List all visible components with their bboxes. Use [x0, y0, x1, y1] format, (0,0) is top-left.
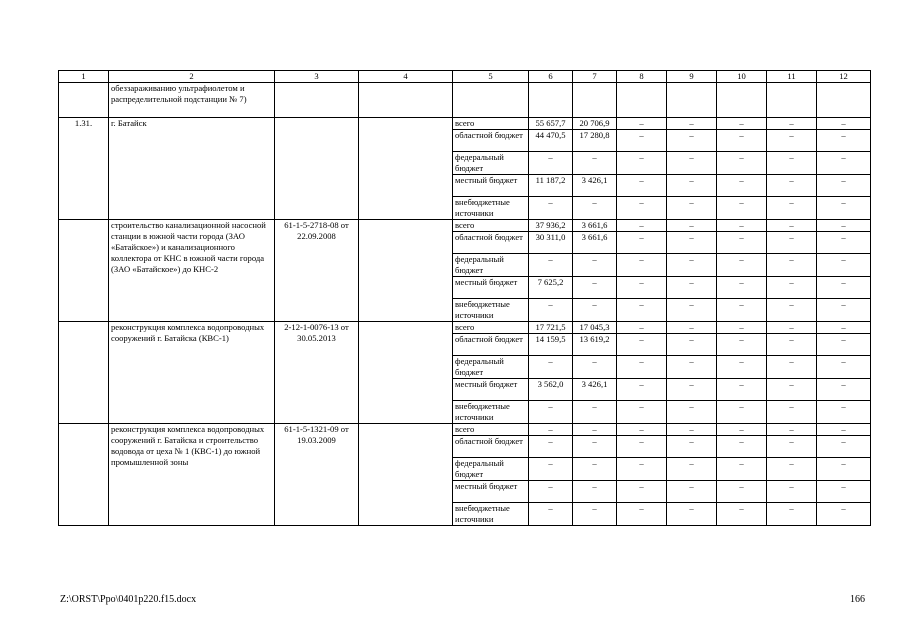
document-reference: 61-1-5-2718-08 от 22.09.2008	[275, 220, 359, 322]
col-header: 10	[717, 71, 767, 83]
value-dash: –	[767, 481, 817, 503]
value-total-col6: 7 625,2	[529, 277, 573, 299]
value-dash: –	[617, 220, 667, 232]
object-name: реконструкция комплекса водопроводных сооружений г. Батайска и строительство водовода от цеха № 1 (КВС-1) до южной промышленной зоны	[109, 424, 275, 526]
value-dash: –	[717, 458, 767, 481]
value-total-col6: –	[529, 481, 573, 503]
value-total-col6: 17 721,5	[529, 322, 573, 334]
value-dash: –	[617, 118, 667, 130]
value-dash: –	[717, 277, 767, 299]
cell-empty	[59, 83, 109, 118]
col-header: 7	[573, 71, 617, 83]
value-dash: –	[767, 322, 817, 334]
value-dash: –	[817, 424, 871, 436]
cell-empty	[767, 83, 817, 118]
value-dash: –	[667, 458, 717, 481]
value-dash: –	[617, 356, 667, 379]
value-col7: 13 619,2	[573, 334, 617, 356]
value-col7: 3 661,6	[573, 232, 617, 254]
value-dash: –	[767, 232, 817, 254]
value-dash: –	[717, 334, 767, 356]
col-header: 9	[667, 71, 717, 83]
funding-source-label: внебюджетные источники	[453, 197, 529, 220]
cell-empty	[359, 322, 453, 424]
value-dash: –	[717, 175, 767, 197]
value-dash: –	[667, 481, 717, 503]
value-dash: –	[717, 118, 767, 130]
value-dash: –	[767, 197, 817, 220]
cell-empty	[667, 83, 717, 118]
value-dash: –	[617, 130, 667, 152]
funding-source-label: местный бюджет	[453, 175, 529, 197]
file-path: Z:\ORST\Ppo\0401p220.f15.docx	[60, 594, 197, 605]
col-header: 8	[617, 71, 667, 83]
value-dash: –	[617, 334, 667, 356]
value-dash: –	[667, 197, 717, 220]
value-dash: –	[767, 152, 817, 175]
value-dash: –	[817, 277, 871, 299]
value-dash: –	[667, 277, 717, 299]
continuation-text: обеззараживанию ультрафиолетом и распределительной подстанции № 7)	[109, 83, 275, 118]
value-dash: –	[767, 503, 817, 526]
value-dash: –	[667, 152, 717, 175]
value-dash: –	[617, 401, 667, 424]
value-dash: –	[767, 118, 817, 130]
col-header: 4	[359, 71, 453, 83]
value-dash: –	[617, 481, 667, 503]
value-dash: –	[667, 503, 717, 526]
value-dash: –	[617, 503, 667, 526]
value-col7: 20 706,9	[573, 118, 617, 130]
value-dash: –	[717, 424, 767, 436]
cell-empty	[59, 424, 109, 526]
col-header: 2	[109, 71, 275, 83]
document-reference: 2-12-1-0076-13 от 30.05.2013	[275, 322, 359, 424]
value-dash: –	[617, 424, 667, 436]
value-dash: –	[667, 220, 717, 232]
value-col7: –	[573, 197, 617, 220]
funding-source-label: местный бюджет	[453, 379, 529, 401]
cell-empty	[453, 83, 529, 118]
value-dash: –	[667, 334, 717, 356]
funding-source-label: внебюджетные источники	[453, 299, 529, 322]
value-dash: –	[667, 232, 717, 254]
value-col7: –	[573, 152, 617, 175]
value-dash: –	[767, 334, 817, 356]
value-col7: –	[573, 356, 617, 379]
funding-source-label: всего	[453, 220, 529, 232]
funding-source-label: федеральный бюджет	[453, 356, 529, 379]
cell-empty	[359, 83, 453, 118]
value-col7: –	[573, 254, 617, 277]
value-total-col6: 44 470,5	[529, 130, 573, 152]
value-dash: –	[817, 152, 871, 175]
program-table	[58, 70, 871, 526]
value-dash: –	[817, 401, 871, 424]
value-dash: –	[617, 299, 667, 322]
value-total-col6: –	[529, 401, 573, 424]
value-col7: 17 045,3	[573, 322, 617, 334]
cell-empty	[59, 322, 109, 424]
value-total-col6: 55 657,7	[529, 118, 573, 130]
cell-empty	[573, 83, 617, 118]
continuation-row	[59, 83, 871, 118]
value-dash: –	[667, 118, 717, 130]
value-dash: –	[767, 254, 817, 277]
value-dash: –	[817, 232, 871, 254]
value-dash: –	[817, 334, 871, 356]
value-total-col6: –	[529, 152, 573, 175]
value-dash: –	[767, 401, 817, 424]
value-dash: –	[767, 220, 817, 232]
value-col7: 3 426,1	[573, 379, 617, 401]
col-header: 11	[767, 71, 817, 83]
cell-empty	[617, 83, 667, 118]
value-dash: –	[617, 197, 667, 220]
value-dash: –	[667, 436, 717, 458]
cell-empty	[359, 424, 453, 526]
value-dash: –	[617, 322, 667, 334]
funding-row	[59, 220, 871, 232]
funding-row	[59, 322, 871, 334]
value-col7: 17 280,8	[573, 130, 617, 152]
value-col7: –	[573, 277, 617, 299]
value-dash: –	[817, 299, 871, 322]
value-dash: –	[667, 356, 717, 379]
value-dash: –	[667, 254, 717, 277]
value-dash: –	[717, 232, 767, 254]
funding-source-label: внебюджетные источники	[453, 503, 529, 526]
col-header: 5	[453, 71, 529, 83]
funding-source-label: всего	[453, 118, 529, 130]
page-number: 166	[850, 594, 865, 605]
object-name: реконструкция комплекса водопроводных сооружений г. Батайска (КВС-1)	[109, 322, 275, 424]
value-dash: –	[817, 379, 871, 401]
value-col7: –	[573, 401, 617, 424]
value-total-col6: 37 936,2	[529, 220, 573, 232]
value-dash: –	[817, 197, 871, 220]
value-dash: –	[817, 481, 871, 503]
value-dash: –	[717, 299, 767, 322]
cell-empty	[817, 83, 871, 118]
cell-empty	[275, 83, 359, 118]
funding-source-label: местный бюджет	[453, 277, 529, 299]
funding-source-label: всего	[453, 424, 529, 436]
funding-source-label: всего	[453, 322, 529, 334]
funding-source-label: федеральный бюджет	[453, 254, 529, 277]
cell-empty	[275, 118, 359, 220]
value-dash: –	[667, 130, 717, 152]
value-dash: –	[617, 458, 667, 481]
value-total-col6: –	[529, 197, 573, 220]
value-dash: –	[617, 175, 667, 197]
col-header: 6	[529, 71, 573, 83]
value-col7: –	[573, 481, 617, 503]
value-total-col6: 11 187,2	[529, 175, 573, 197]
value-dash: –	[817, 118, 871, 130]
value-dash: –	[667, 299, 717, 322]
value-dash: –	[817, 220, 871, 232]
funding-row	[59, 424, 871, 436]
document-reference: 61-1-5-1321-09 от 19.03.2009	[275, 424, 359, 526]
value-dash: –	[767, 277, 817, 299]
value-dash: –	[767, 458, 817, 481]
value-dash: –	[717, 152, 767, 175]
value-dash: –	[717, 220, 767, 232]
value-dash: –	[617, 254, 667, 277]
value-col7: 3 661,6	[573, 220, 617, 232]
value-dash: –	[817, 322, 871, 334]
value-dash: –	[617, 436, 667, 458]
value-dash: –	[717, 436, 767, 458]
value-total-col6: 3 562,0	[529, 379, 573, 401]
value-col7: –	[573, 458, 617, 481]
funding-source-label: местный бюджет	[453, 481, 529, 503]
value-dash: –	[817, 254, 871, 277]
value-total-col6: –	[529, 299, 573, 322]
value-dash: –	[717, 197, 767, 220]
value-col7: –	[573, 503, 617, 526]
value-dash: –	[767, 299, 817, 322]
value-col7: –	[573, 436, 617, 458]
value-dash: –	[767, 379, 817, 401]
value-total-col6: –	[529, 503, 573, 526]
funding-source-label: федеральный бюджет	[453, 152, 529, 175]
value-total-col6: –	[529, 458, 573, 481]
value-total-col6: 30 311,0	[529, 232, 573, 254]
funding-source-label: областной бюджет	[453, 232, 529, 254]
value-dash: –	[817, 130, 871, 152]
value-dash: –	[717, 379, 767, 401]
funding-source-label: областной бюджет	[453, 130, 529, 152]
value-dash: –	[767, 356, 817, 379]
value-dash: –	[617, 232, 667, 254]
city-name: г. Батайск	[109, 118, 275, 220]
value-dash: –	[667, 175, 717, 197]
value-dash: –	[717, 130, 767, 152]
funding-row	[59, 118, 871, 130]
value-dash: –	[667, 401, 717, 424]
value-dash: –	[717, 254, 767, 277]
cell-empty	[359, 220, 453, 322]
value-total-col6: –	[529, 436, 573, 458]
value-dash: –	[667, 322, 717, 334]
cell-empty	[529, 83, 573, 118]
value-dash: –	[767, 130, 817, 152]
cell-empty	[717, 83, 767, 118]
value-dash: –	[767, 175, 817, 197]
value-dash: –	[717, 481, 767, 503]
value-total-col6: –	[529, 254, 573, 277]
value-total-col6: –	[529, 356, 573, 379]
value-dash: –	[667, 424, 717, 436]
item-number: 1.31.	[59, 118, 109, 220]
value-dash: –	[617, 277, 667, 299]
value-dash: –	[667, 379, 717, 401]
funding-source-label: внебюджетные источники	[453, 401, 529, 424]
value-dash: –	[717, 503, 767, 526]
funding-source-label: областной бюджет	[453, 436, 529, 458]
value-dash: –	[617, 379, 667, 401]
value-dash: –	[717, 401, 767, 424]
value-dash: –	[817, 175, 871, 197]
value-col7: –	[573, 299, 617, 322]
value-dash: –	[817, 503, 871, 526]
value-dash: –	[767, 436, 817, 458]
value-col7: –	[573, 424, 617, 436]
value-col7: 3 426,1	[573, 175, 617, 197]
funding-source-label: федеральный бюджет	[453, 458, 529, 481]
value-dash: –	[817, 436, 871, 458]
cell-empty	[59, 220, 109, 322]
value-dash: –	[817, 356, 871, 379]
col-header: 12	[817, 71, 871, 83]
object-name: строительство канализационной насосной станции в южной части города (ЗАО «Батайское») и канализационного коллектора от КНС в южной части города (ЗАО «Батайское») до КНС-2	[109, 220, 275, 322]
value-dash: –	[767, 424, 817, 436]
col-header: 3	[275, 71, 359, 83]
value-total-col6: –	[529, 424, 573, 436]
value-dash: –	[717, 322, 767, 334]
col-header: 1	[59, 71, 109, 83]
cell-empty	[359, 118, 453, 220]
value-dash: –	[717, 356, 767, 379]
value-dash: –	[817, 458, 871, 481]
column-number-row	[59, 71, 871, 83]
value-total-col6: 14 159,5	[529, 334, 573, 356]
funding-source-label: областной бюджет	[453, 334, 529, 356]
value-dash: –	[617, 152, 667, 175]
